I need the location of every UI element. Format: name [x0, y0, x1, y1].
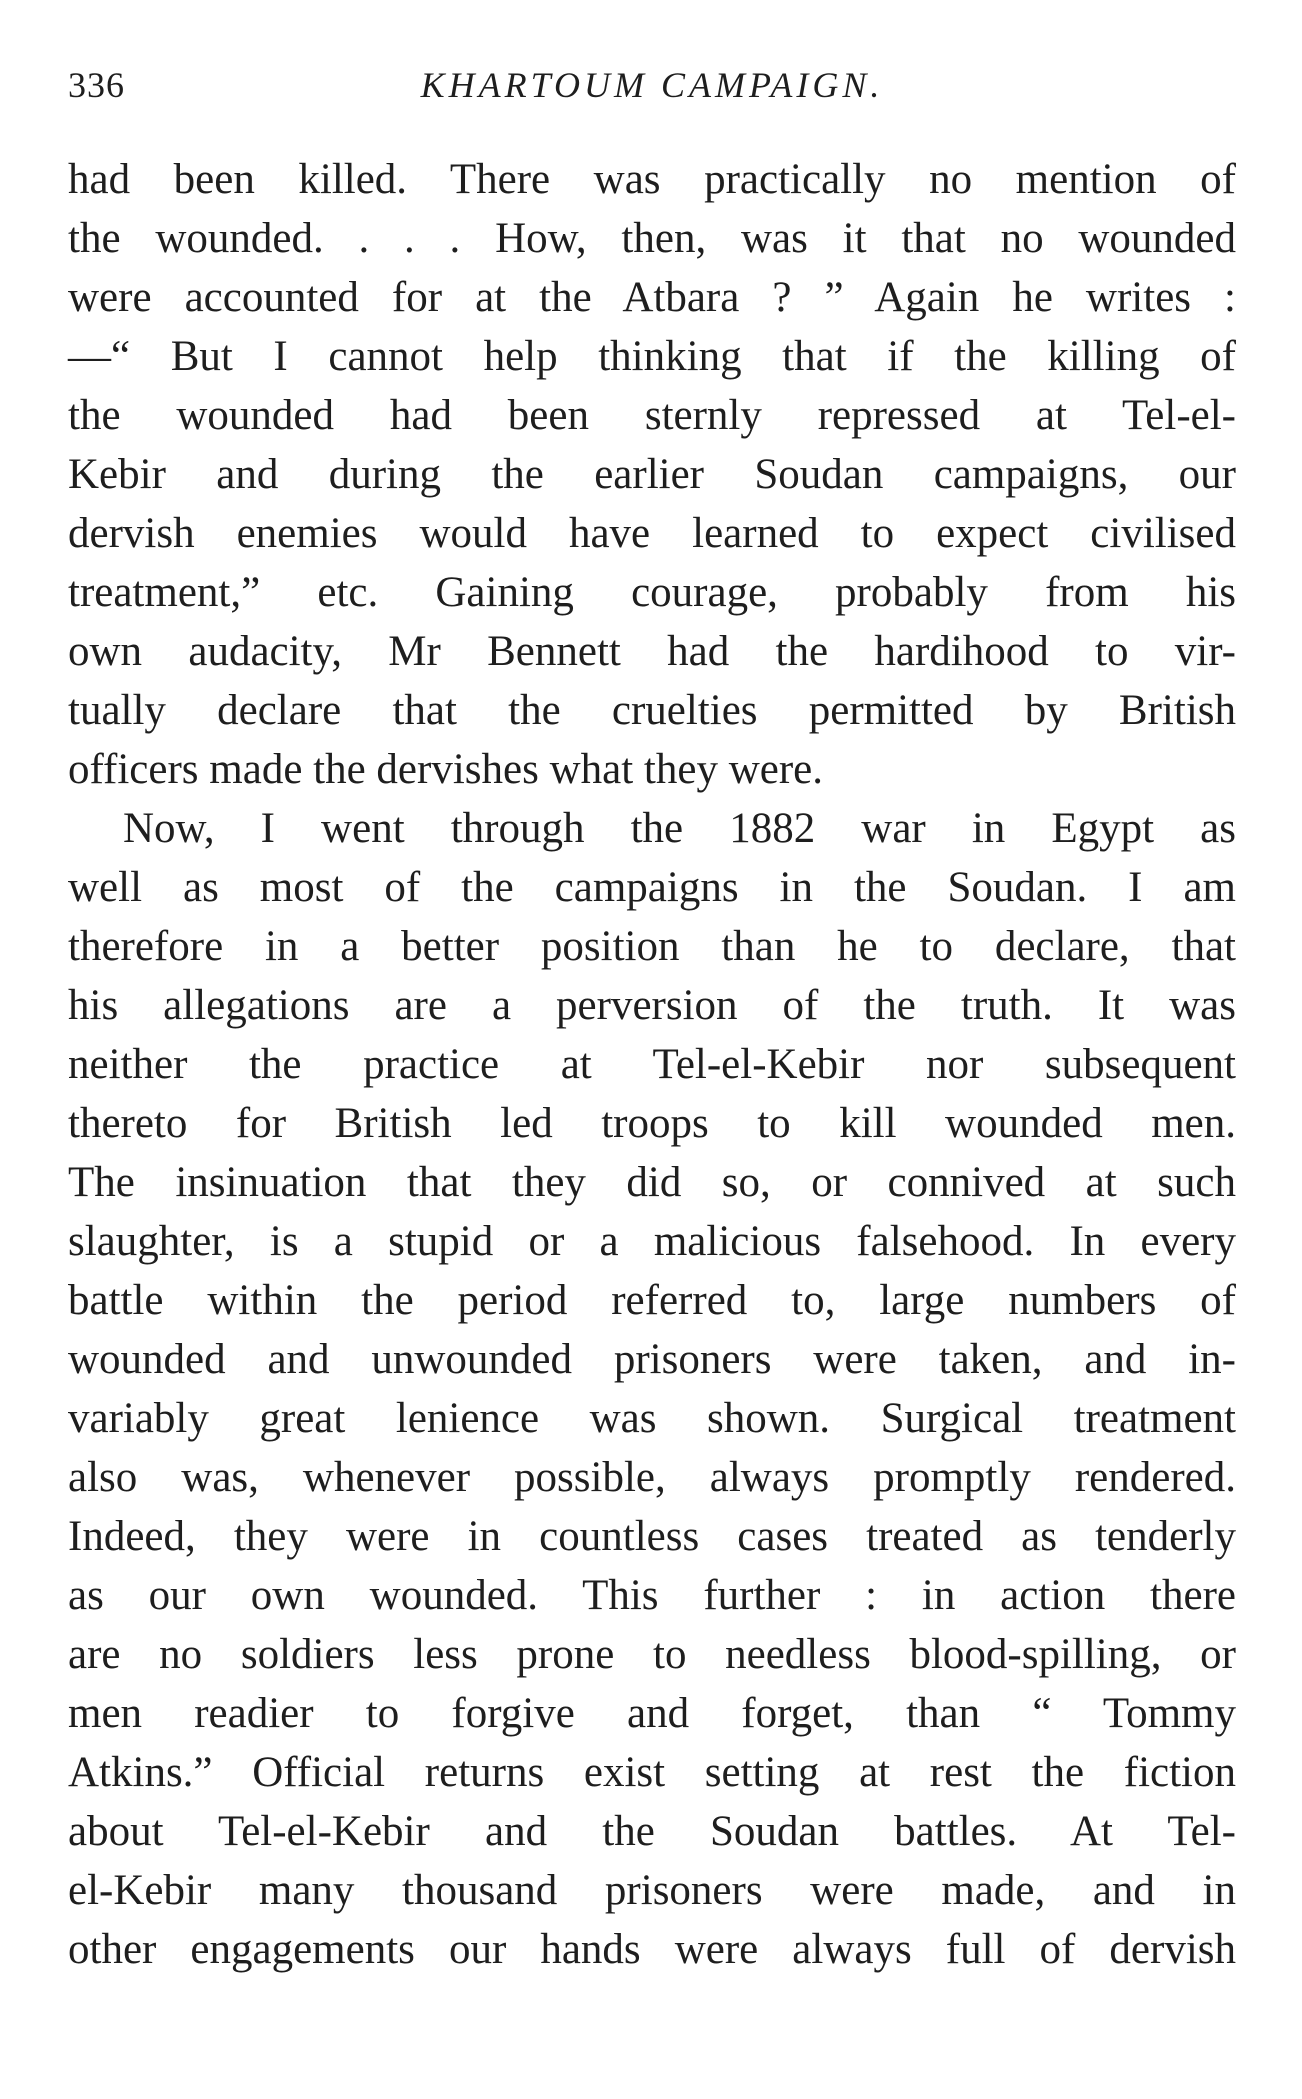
text-line: Atkins.” Official returns exist setting at rest the fiction	[68, 1749, 1236, 1796]
text-line: as our own wounded. This further : in action there	[68, 1572, 1236, 1619]
text-line: own audacity, Mr Bennett had the hardihood to vir-	[68, 628, 1236, 675]
text-line: wounded and unwounded prisoners were taken, and in-	[68, 1336, 1236, 1383]
text-line: his allegations are a perversion of the truth. It was	[68, 982, 1236, 1029]
text-line: about Tel-el-Kebir and the Soudan battles. At Tel-	[68, 1808, 1236, 1855]
text-line: Now, I went through the 1882 war in Egypt as	[123, 805, 1236, 852]
text-line: therefore in a better position than he to declare, that	[68, 923, 1236, 970]
page-number: 336	[68, 65, 125, 105]
paragraph	[68, 799, 1236, 1979]
text-line: neither the practice at Tel-el-Kebir nor subsequent	[68, 1041, 1236, 1088]
text-line: —“ But I cannot help thinking that if the killing of	[68, 333, 1236, 380]
text-line: also was, whenever possible, always promptly rendered.	[68, 1454, 1236, 1501]
text-line: treatment,” etc. Gaining courage, probably from his	[68, 569, 1236, 616]
text-line: the wounded had been sternly repressed at Tel-el-	[68, 392, 1236, 439]
text-line: Kebir and during the earlier Soudan campaigns, our	[68, 451, 1236, 498]
text-line: thereto for British led troops to kill wounded men.	[68, 1100, 1236, 1147]
paragraphs	[68, 150, 1236, 1979]
paragraph	[68, 150, 1236, 799]
text-line: are no soldiers less prone to needless blood-spilling, or	[68, 1631, 1236, 1678]
text-line: slaughter, is a stupid or a malicious falsehood. In every	[68, 1218, 1236, 1265]
text-line: el-Kebir many thousand prisoners were made, and in	[68, 1867, 1236, 1914]
text-line: were accounted for at the Atbara ? ” Again he writes :	[68, 274, 1236, 321]
running-title: KHARTOUM CAMPAIGN.	[420, 65, 884, 105]
text-line: variably great lenience was shown. Surgical treatment	[68, 1395, 1236, 1442]
text-line: well as most of the campaigns in the Soudan. I am	[68, 864, 1236, 911]
text-line: other engagements our hands were always full of dervish	[68, 1926, 1236, 1973]
text-line: the wounded. . . . How, then, was it that no wounded	[68, 215, 1236, 262]
text-line: officers made the dervishes what they were.	[68, 746, 823, 793]
text-line: dervish enemies would have learned to expect civilised	[68, 510, 1236, 557]
text-line: battle within the period referred to, large numbers of	[68, 1277, 1236, 1324]
text-line: The insinuation that they did so, or connived at such	[68, 1159, 1236, 1206]
body-text	[68, 150, 1236, 1979]
text-line: men readier to forgive and forget, than “ Tommy	[68, 1690, 1236, 1737]
text-line: Indeed, they were in countless cases treated as tenderly	[68, 1513, 1236, 1560]
text-line: had been killed. There was practically no mention of	[68, 156, 1236, 203]
page-header	[68, 58, 1236, 118]
text-line: tually declare that the cruelties permitted by British	[68, 687, 1236, 734]
